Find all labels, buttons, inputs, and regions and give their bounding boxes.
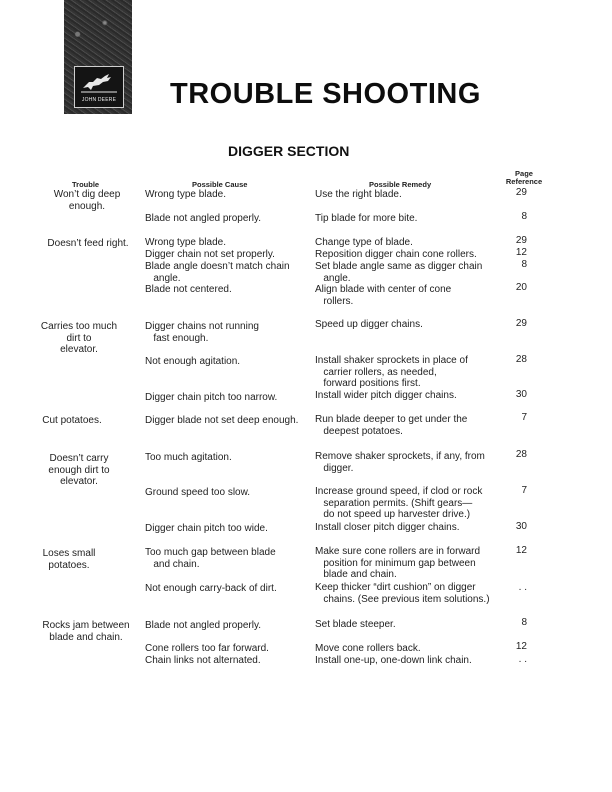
column-header-trouble: Trouble: [72, 180, 100, 189]
cause-cell: Ground speed too slow.: [145, 487, 251, 498]
page-reference-cell: 29: [515, 187, 527, 198]
remedy-cell: Make sure cone rollers are in forward position for minimum gap between blade and chain.: [315, 546, 481, 580]
cause-cell: Cone rollers too far forward.: [145, 643, 269, 654]
john-deere-logo: [74, 66, 124, 108]
cause-cell: Digger chain pitch too narrow.: [145, 392, 278, 403]
page-reference-cell: 7: [521, 485, 527, 496]
remedy-cell: Speed up digger chains.: [315, 319, 423, 330]
logo-text: JOHN DEERE: [81, 97, 117, 103]
trouble-cell: Doesn’t feed right.: [47, 238, 129, 249]
remedy-cell: Set blade angle same as digger chain angle.: [315, 261, 483, 284]
page-reference-cell: 28: [515, 449, 527, 460]
remedy-cell: Reposition digger chain cone rollers.: [315, 249, 477, 260]
page-reference-cell: 28: [515, 354, 527, 365]
remedy-cell: Tip blade for more bite.: [315, 213, 418, 224]
remedy-cell: Install one-up, one-down link chain.: [315, 655, 472, 666]
remedy-cell: Move cone rollers back.: [315, 643, 421, 654]
page-reference-cell: 29: [515, 235, 527, 246]
remedy-cell: Run blade deeper to get under the deepest potatoes.: [315, 414, 468, 437]
page-reference-cell: . .: [518, 654, 527, 665]
page-reference-cell: 29: [515, 318, 527, 329]
remedy-cell: Align blade with center of cone rollers.: [315, 284, 452, 307]
page-reference-cell: 12: [515, 247, 527, 258]
page-reference-cell: 8: [521, 211, 527, 222]
remedy-cell: Increase ground speed, if clod or rock separation permits. (Shift gears— do not speed up harvester drive.): [315, 486, 483, 520]
deer-icon: [79, 70, 119, 96]
section-title: DIGGER SECTION: [228, 143, 350, 159]
trouble-cell: Rocks jam between blade and chain.: [42, 620, 130, 643]
cause-cell: Digger chain not set properly.: [145, 249, 275, 260]
trouble-cell: Won’t dig deep enough.: [53, 189, 121, 212]
trouble-cell: Doesn’t carry enough dirt to elevator.: [48, 453, 110, 487]
trouble-cell: Cut potatoes.: [42, 415, 102, 426]
remedy-cell: Remove shaker sprockets, if any, from digger.: [315, 451, 485, 474]
cause-cell: Digger chain pitch too wide.: [145, 523, 268, 534]
page-reference-cell: . .: [518, 582, 527, 593]
remedy-cell: Set blade steeper.: [315, 619, 396, 630]
cause-cell: Not enough agitation.: [145, 356, 241, 367]
remedy-cell: Use the right blade.: [315, 189, 402, 200]
trouble-cell: Carries too much dirt to elevator.: [40, 321, 118, 355]
column-header-cause: Possible Cause: [192, 180, 248, 189]
cause-cell: Too much agitation.: [145, 452, 232, 463]
remedy-cell: Install shaker sprockets in place of carrier rollers, as needed, forward positions first.: [315, 355, 468, 389]
page-reference-cell: 8: [521, 259, 527, 270]
cause-cell: Wrong type blade.: [145, 237, 226, 248]
cause-cell: Not enough carry-back of dirt.: [145, 583, 277, 594]
column-header-page-reference: Page Reference: [505, 169, 543, 186]
remedy-cell: Install closer pitch digger chains.: [315, 522, 460, 533]
cause-cell: Chain links not alternated.: [145, 655, 261, 666]
cause-cell: Wrong type blade.: [145, 189, 226, 200]
cause-cell: Digger chains not running fast enough.: [145, 321, 259, 344]
trouble-cell: Loses small potatoes.: [42, 548, 96, 571]
cause-cell: Blade angle doesn’t match chain angle.: [145, 261, 290, 284]
cause-cell: Blade not centered.: [145, 284, 232, 295]
cause-cell: Digger blade not set deep enough.: [145, 415, 299, 426]
cause-cell: Blade not angled properly.: [145, 620, 262, 631]
page-reference-cell: 30: [515, 389, 527, 400]
remedy-cell: Change type of blade.: [315, 237, 413, 248]
page-reference-cell: 8: [521, 617, 527, 628]
column-header-remedy: Possible Remedy: [369, 180, 432, 189]
page-reference-cell: 20: [515, 282, 527, 293]
cause-cell: Too much gap between blade and chain.: [145, 547, 276, 570]
page-title: TROUBLE SHOOTING: [170, 78, 481, 110]
page-reference-cell: 30: [515, 521, 527, 532]
logo-block: [64, 0, 132, 114]
remedy-cell: Install wider pitch digger chains.: [315, 390, 457, 401]
page-reference-cell: 12: [515, 641, 527, 652]
cause-cell: Blade not angled properly.: [145, 213, 262, 224]
page-reference-cell: 7: [521, 412, 527, 423]
page-reference-cell: 12: [515, 545, 527, 556]
remedy-cell: Keep thicker “dirt cushion” on digger chains. (See previous item solutions.): [315, 582, 490, 605]
